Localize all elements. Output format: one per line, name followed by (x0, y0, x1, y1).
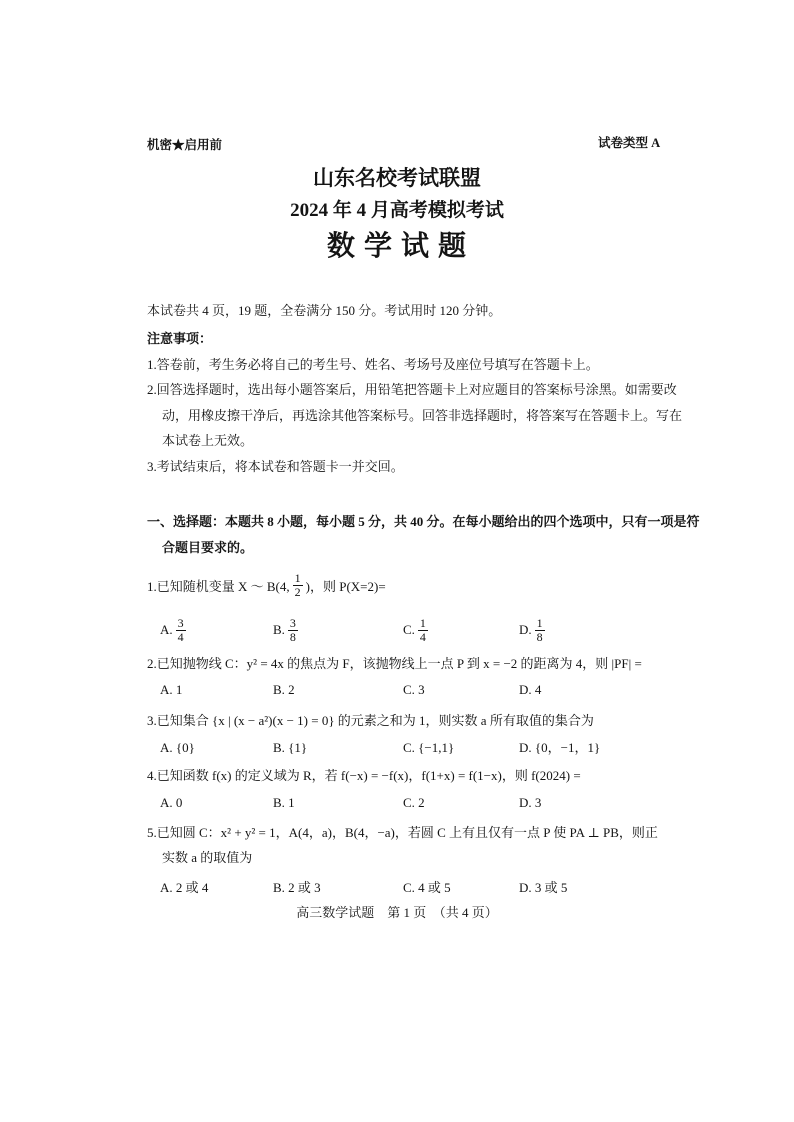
note-item-2-line-2: 动，用橡皮擦干净后，再选涂其他答案标号。回答非选择题时，将答案写在答题卡上。写在 (162, 408, 683, 423)
confidential-mark: 机密★启用前 (147, 138, 223, 152)
fraction-numerator: 1 (294, 570, 301, 585)
note-item-3: 3.考试结束后，将本试卷和答题卡一并交回。 (147, 459, 404, 474)
q1-stem-before: 1.已知随机变量 X ～ B(4, (147, 578, 290, 594)
subject-title: 数 学 试 题 (326, 231, 467, 262)
question-4-stem: 4.已知函数 f(x) 的定义域为 R，若 f(−x) = −f(x)，f(1+x) = f(1−x)，则 f(2024) = (147, 768, 581, 783)
fraction-denominator: 8 (289, 629, 296, 644)
section-heading-line-2: 合题目要求的。 (162, 540, 254, 555)
option-label: B. (273, 622, 285, 637)
q3-option-c: C. {−1,1} (403, 740, 455, 755)
q2-option-d: D. 4 (519, 682, 542, 697)
section-heading-line-1: 一、选择题：本题共 8 小题，每小题 5 分，共 40 分。在每小题给出的四个选项中，只有一项是符 (147, 514, 700, 529)
q4-option-c: C. 2 (403, 795, 425, 810)
q1-option-d (519, 615, 548, 645)
q4-option-d: D. 3 (519, 795, 542, 810)
fraction-denominator: 2 (294, 584, 301, 599)
q1-option-c (403, 615, 431, 645)
question-2-stem: 2.已知抛物线 C：y² = 4x 的焦点为 F，该抛物线上一点 P 到 x = −2 的距离为 4，则 |PF| = (147, 656, 642, 671)
q1-stem-after: )，则 P(X=2)= (305, 578, 386, 594)
q5-option-c: C. 4 或 5 (403, 880, 451, 895)
fraction-numerator: 3 (289, 615, 296, 630)
q5-option-a: A. 2 或 4 (160, 880, 209, 895)
q1-option-a (160, 615, 189, 645)
question-5-stem-line-2: 实数 a 的取值为 (162, 850, 253, 865)
q3-option-d: D. {0，−1，1} (519, 740, 601, 755)
option-label: C. (403, 622, 415, 637)
fraction-numerator: 1 (536, 615, 543, 630)
exam-intro: 本试卷共 4 页，19 题，全卷满分 150 分。考试用时 120 分钟。 (147, 303, 502, 318)
option-label: D. (519, 622, 532, 637)
q3-option-a: A. {0} (160, 740, 195, 755)
question-5-stem-line-1: 5.已知圆 C：x² + y² = 1，A(4，a)，B(4，−a)，若圆 C 上有且仅有一点 P 使 PA ⊥ PB，则正 (147, 825, 658, 840)
q2-option-a: A. 1 (160, 682, 183, 697)
option-fraction (288, 617, 298, 644)
question-1-stem (147, 570, 386, 600)
note-item-2-line-1: 2.回答选择题时，选出每小题答案后，用铅笔把答题卡上对应题目的答案标号涂黑。如需要改 (147, 382, 677, 397)
paper-type: 试卷类型 A (598, 136, 661, 150)
fraction-numerator: 3 (177, 615, 184, 630)
notes-heading: 注意事项： (147, 331, 213, 346)
option-fraction (535, 617, 545, 644)
q4-option-b: B. 1 (273, 795, 295, 810)
q1-option-b (273, 615, 301, 645)
q4-option-a: A. 0 (160, 795, 183, 810)
note-item-1: 1.答卷前，考生务必将自己的考生号、姓名、考场号及座位号填写在答题卡上。 (147, 357, 599, 372)
fraction-denominator: 8 (536, 629, 543, 644)
option-fraction (418, 617, 428, 644)
q5-option-d: D. 3 或 5 (519, 880, 568, 895)
q2-option-c: C. 3 (403, 682, 425, 697)
exam-organization-title: 山东名校考试联盟 (313, 166, 481, 190)
page-footer: 高三数学试题 第 1 页 （共 4 页） (296, 905, 498, 920)
q3-option-b: B. {1} (273, 740, 308, 755)
question-3-stem: 3.已知集合 {x | (x − a²)(x − 1) = 0} 的元素之和为 1，则实数 a 所有取值的集合为 (147, 713, 594, 728)
option-label: A. (160, 622, 173, 637)
note-item-2-line-3: 本试卷上无效。 (162, 433, 254, 448)
q5-option-b: B. 2 或 3 (273, 880, 321, 895)
option-fraction (176, 617, 186, 644)
q2-option-b: B. 2 (273, 682, 295, 697)
fraction-numerator: 1 (419, 615, 426, 630)
fraction-denominator: 4 (177, 629, 184, 644)
exam-name-title: 2024 年 4 月高考模拟考试 (290, 200, 504, 221)
fraction-denominator: 4 (419, 629, 426, 644)
q1-stem-fraction (293, 572, 303, 599)
